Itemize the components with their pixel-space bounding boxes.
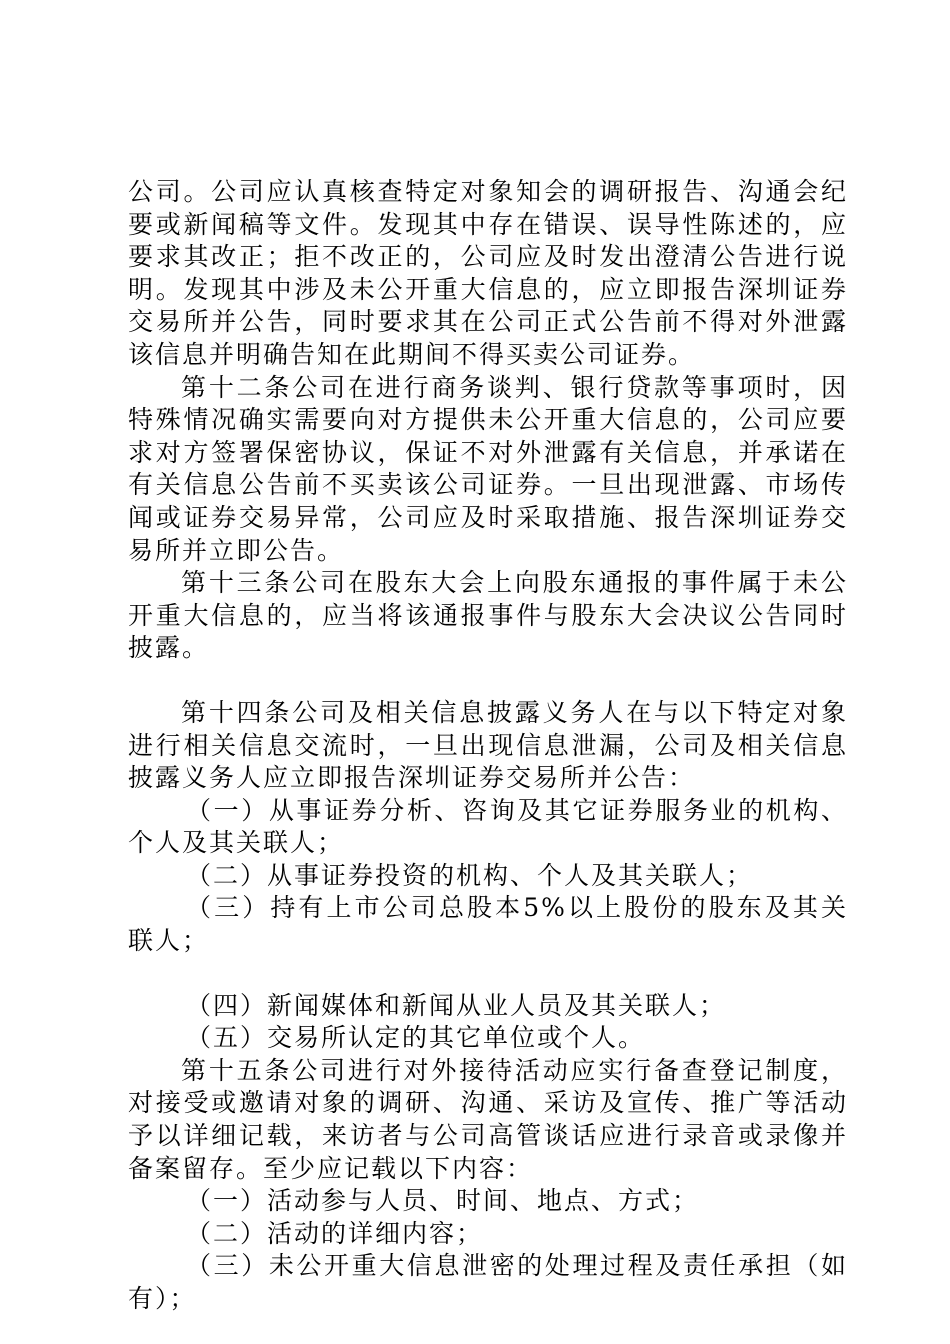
list-item-14-5: （五）交易所认定的其它单位或个人。 bbox=[186, 1023, 646, 1053]
list-item-14-2: （二）从事证券投资的机构、个人及其关联人； bbox=[186, 860, 754, 890]
paragraph-continuation: 公司。公司应认真核查特定对象知会的调研报告、沟通会纪要或新闻稿等文件。发现其中存在错误、误导性陈述的，应要求其改正；拒不改正的，公司应及时发出澄清公告进行说明。发现其中涉及未公开重大信息的，应立即报告深圳证券交易所并公告，同时要求其在公司正式公告前不得对外泄露该信息并明确告知在此期间不得买卖公司证券。 bbox=[128, 177, 848, 369]
list-item-14-1: （一）从事证券分析、咨询及其它证券服务业的机构、个人及其关联人； bbox=[128, 795, 848, 858]
list-item-15-1: （一）活动参与人员、时间、地点、方式； bbox=[186, 1186, 700, 1216]
paragraph-article-15: 第十五条公司进行对外接待活动应实行备查登记制度，对接受或邀请对象的调研、沟通、采访及宣传、推广等活动予以详细记载，来访者与公司高管谈话应进行录音或录像并备案留存。至少应记载以下内容： bbox=[128, 1055, 848, 1183]
list-item-14-4: （四）新闻媒体和新闻从业人员及其关联人； bbox=[186, 990, 727, 1020]
list-item-15-3: （三）未公开重大信息泄密的处理过程及责任承担（如有）； bbox=[128, 1251, 848, 1313]
document-body bbox=[128, 176, 848, 1316]
list-item-14-3: （三）持有上市公司总股本5%以上股份的股东及其关联人； bbox=[128, 893, 848, 956]
paragraph-article-13: 第十三条公司在股东大会上向股东通报的事件属于未公开重大信息的，应当将该通报事件与股东大会决议公告同时披露。 bbox=[128, 568, 848, 663]
paragraph-article-14: 第十四条公司及相关信息披露义务人在与以下特定对象进行相关信息交流时，一旦出现信息泄漏，公司及相关信息披露义务人应立即报告深圳证券交易所并公告： bbox=[128, 697, 848, 793]
list-item-15-2: （二）活动的详细内容； bbox=[186, 1218, 484, 1248]
paragraph-article-12: 第十二条公司在进行商务谈判、银行贷款等事项时，因特殊情况确实需要向对方提供未公开重大信息的，公司应要求对方签署保密协议，保证不对外泄露有关信息，并承诺在有关信息公告前不买卖该公司证券。一旦出现泄露、市场传闻或证券交易异常，公司应及时采取措施、报告深圳证券交易所并立即公告。 bbox=[128, 372, 848, 565]
